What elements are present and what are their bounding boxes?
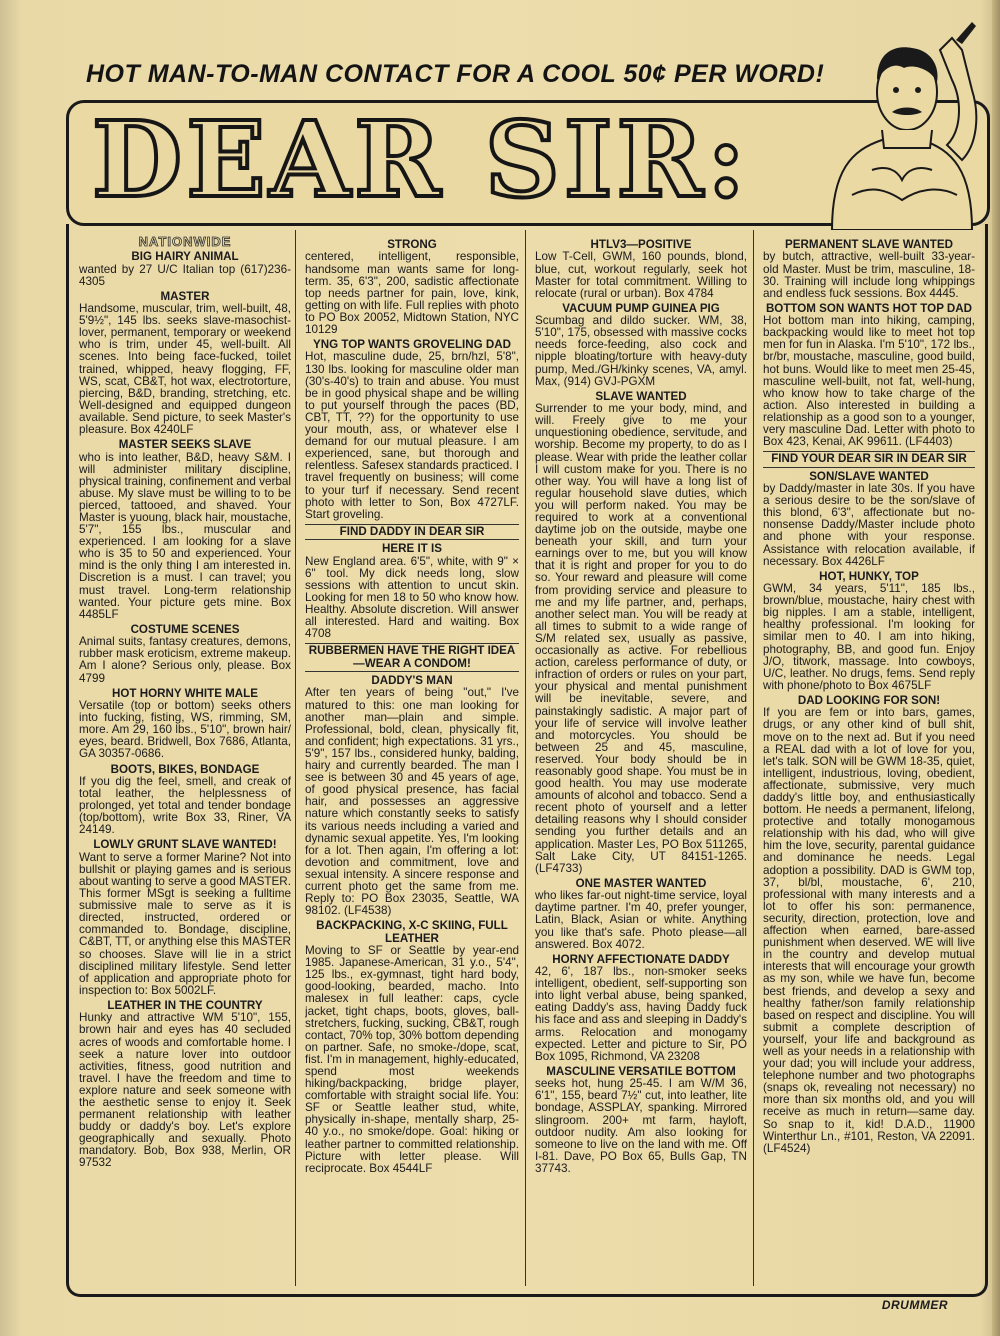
classified-ad <box>79 1000 291 1170</box>
muscleman-illustration <box>812 20 992 230</box>
classified-ad <box>305 675 519 917</box>
ad-headline: HERE IT IS <box>382 542 442 556</box>
column-divider <box>295 230 296 1286</box>
ad-body: If you are fem or into bars, games, drugs, or any other kind of bull shit, move on to the next ad. But if you need a REAL dad with a lot of love for you, let's talk. SON will be GWM 18-35, quiet, intelligent, industrious, loving, obedient, affectionate, submissive, very much daddy's little boy, and enthusiastically bottom. He needs a permanent, lifelong, protective and totally monogamous relationship with his dad, who will give him the love, security, parental guidance and dominance he needs. Legal adoption a possibility. DAD is GWM top, 37, bl/bl, moustache, 6', 210, professional with many interests and a lot to offer his son: permanence, security, direction, protection, love and affection when earned, bare-assed punishment when deserved. WE will live in the country and develop mutual interests that will encourage your growth as my son, while we have fun, become best friends, and develop a sexy and healthy father/son family relationship based on respect and discipline. You will submit a complete description of yourself, your life and background as well as your needs in a relationship with your dad; you will include your address, telephone number and two photographs (snaps ok, revealing not necessary) no more than six months old, and you will receive as much in return—same day. So snap to it, kid! D.A.D., 11900 Winterthur Ln., #101, Reston, VA 22091. (LF4524) <box>763 706 975 1155</box>
classified-ad <box>535 303 747 388</box>
classified-ad <box>79 624 291 685</box>
ad-headline: HOT HORNY WHITE MALE <box>112 686 258 700</box>
ad-body: wanted by 27 U/C Italian top (617)236-4305 <box>79 262 291 288</box>
ad-body: centered, intelligent, responsible, handsome man wants same for long-term. 35, 6'3", 200, sadistic affectionate top needs partner for pain, love, kink, getting on with life. Full replies with photo to PO Box 20052, Midtown Station, NYC 10129 <box>305 250 519 336</box>
ad-body: Hunky and attractive WM 5'10", 155, brown hair and eyes has 40 secluded acres of woods and comfortable home. I seek a nature lover into outdoor activities, fitness, good nutrition and travel. I have the freedom and time to explore nature and seek someone with the aesthetic sense to enjoy it. Seek permanent relationship with leather buddy or daddy's boy. Let's explore geographically and sexually. Photo mandatory. Bob, Box 938, Merlin, OR 97532 <box>79 1011 291 1170</box>
classified-ad <box>305 920 519 1175</box>
ad-headline: MASTER <box>160 289 210 303</box>
ad-headline: LEATHER IN THE COUNTRY <box>107 998 263 1012</box>
magazine-name: DRUMMER <box>881 1298 948 1312</box>
section-label: NATIONWIDE <box>138 236 232 249</box>
ad-headline: DAD LOOKING FOR SON! <box>797 693 941 707</box>
classified-ad <box>79 251 291 288</box>
ad-body: New England area. 6'5", white, with 9" × 6" tool. My dick needs long, slow sessions with attention to uncut skin. Looking for men 18 to 50 who know how. Healthy. Absolute discretion. Will answer all interested. Hard and waiting. Box 4708 <box>305 554 519 641</box>
ad-body: Handsome, muscular, trim, well-built, 48, 5'9½", 145 lbs. seeks slave-masochist-lover, permanent, temporary or weekend who is trim, under 45, well-built. All scenes. Into being face-fucked, toilet trained, whipped, heavy flogging, FF, WS, scat, CB&T, hot wax, electrotorture, piercing, B&D, branding, stretching, etc. Well-designed and equipped dungeon available. Send picture, to seek Master's pleasure. Box 4240LF <box>79 302 291 437</box>
classified-ad <box>763 451 975 467</box>
ad-body: Moving to SF or Seattle by year-end 1985. Japanese-American, 31 y.o., 5'4", 125 lbs., ex-gymnast, tight hard body, good-looking, bearded, macho. Into malesex in full leather: caps, cycle jacket, tight chaps, boots, gloves, ball-stretchers, fucking, sucking, CB&T, rough contact, 70% top, 30% bottom depending on partner. Safe, no smoke-/dope, scat, fist. I'm in management, highly-educated, spend most weekends hiking/backpacking, bridge player, comfortable with straight social life. You: SF or Seattle leather stud, white, physically in-shape, mentally sharp, 25-40 y.o., no smoke/dope. Goal: hiking or leather partner to committed relationship. Picture with letter please. Will reciprocate. Box 4544LF <box>305 944 519 1175</box>
ad-body: Animal suits, fantasy creatures, demons, rubber mask eroticism, extreme makeup. Am I alone? Serious only, please. Box 4799 <box>79 635 291 685</box>
column-divider <box>525 230 526 1286</box>
classified-ad <box>305 643 519 672</box>
ad-body: Surrender to me your body, mind, and will. Freely give to me your unquestioning obedience, servitude, and worship. Become my property, to do as I please. Wear with pride the leather collar I will custom make for you. There is no other way. You will have a long list of regular household slave duties, which you will perform naked. You may be required to work at a conventional daytime job on the outside, maybe one beneath your skill, and turn your earnings over to me, but you will know that it is right and proper for you to do so. Your reward and pleasure will come from providing service and pleasure to me and my life partner, and, perhaps, another select man. You will be ready at all times to submit to a wide range of S/M related sex, usually as passive, occasionally as active. For rebellious action, careless performance of duty, or infraction of orders or rules on your part, your physical and mental punishment will be inevitable, severe, and painstakingly sadistic. A major part of your life of service will involve leather and motorcycles. You should be between 25 and 45, masculine, reserved. Your body should be in reasonably good shape. You must be in good health. You may use moderate amounts of alcohol and tobacco. Send a recent photo of yourself and a letter detailing reasons why I should consider sending you further details and an application. Master Les, PO Box 511265, Salt Lake City, UT 84151-1265. (LF4733) <box>535 402 747 875</box>
ad-headline: PERMANENT SLAVE WANTED <box>785 238 953 251</box>
classified-ad <box>535 878 747 951</box>
ad-headline: HORNY AFFECTIONATE DADDY <box>552 952 730 966</box>
ad-body: Hot, masculine dude, 25, brn/hzl, 5'8", 130 lbs. looking for masculine older man (30's-40's) to train and abuse. You must be in good physical shape and be willing to put yourself through the paces (BD, CBT, TT, ??) for the opportunity to use your mouth, ass, or whatever else I demand for our mutual pleasure. I am experienced, sane, but thorough and relentless. Safesex standards practiced. I travel frequently on business; will come to your turf if necessary. Send recent photo with letter to Son, Box 4727LF. Start groveling. <box>305 350 519 521</box>
classified-ad <box>79 764 291 837</box>
classified-ad <box>305 543 519 640</box>
ad-body: by Daddy/master in late 30s. If you have a serious desire to be the son/slave of this blond, 6'3", affectionate but no-nonsense Daddy/Master include photo and phone with your response. Assistance with relocation available, if necessary. Box 4426LF <box>763 482 975 568</box>
ad-body: After ten years of being "out," I've matured to this: one man looking for another man—plain and simple. Professional, bold, clean, physically fit, and confident; high expectations. 31 yrs., 5'9", 157 lbs., considered hunky, balding, hairy and currently bearded. The man I see is between 30 and 45 years of age, of good physical presence, has facial hair, and possesses an aggressive nature which constantly seeks to satisfy its various needs including a varied and dynamic sexual appetite. Yes, I'm looking for a lot. Then again, I'm offering a lot: devotion and commitment, love and sexual intensity. A sincere response and current photo get the same from me. Reply to: PO Box 23035, Seattle, WA 98102. (LF4538) <box>305 686 519 918</box>
classified-ad <box>763 471 975 568</box>
ad-body: Want to serve a former Marine? Not into bullshit or playing games and is serious about wanting to serve a good MASTER. This former MSgt is seeking a fulltime submissive male to serve as it is directed, instructed, ordered or commanded to. Bondage, discipline, C&BT, TT, or anything else this MASTER so chooses. Slave will lie in a strict disciplined military lifestyle. Send letter of application and appropriate photo for inspection to: Box 5002LF. <box>79 850 291 997</box>
column-divider <box>753 230 754 1286</box>
column-4 <box>763 236 975 1288</box>
classified-ad <box>763 239 975 300</box>
column-3 <box>535 236 747 1288</box>
ad-headline: HTLV3—POSITIVE <box>590 238 692 251</box>
ad-body: by butch, attractive, well-built 33-year-old Master. Must be trim, masculine, 18-30. Training will include long whippings and endless fuck sessions. Box 4445. <box>763 250 975 300</box>
ad-headline: MASCULINE VERSATILE BOTTOM <box>546 1064 736 1078</box>
classified-ad <box>763 571 975 692</box>
ad-body: Versatile (top or bottom) seeks others into fucking, fisting, WS, rimming, SM, more. Am 29, 160 lbs., 5'10", brown hair/ eyes, beard. Bridwell, Box 7686, Atlanta, GA 30357-0686. <box>79 699 291 761</box>
ad-headline: SLAVE WANTED <box>595 389 687 403</box>
ad-headline: MASTER SEEKS SLAVE <box>118 438 252 452</box>
classified-ad <box>535 1066 747 1175</box>
ad-body: 42, 6', 187 lbs., non-smoker seeks intelligent, obedient, self-supporting son into light verbal abuse, being spanked, eating Daddy's ass, having Daddy fuck his face and ass and sleeping in Daddy's arms. Relocation and monogamy expected. Letter and picture to Sir, PO Box 1095, Richmond, VA 23208 <box>535 965 747 1063</box>
ad-headline: SON/SLAVE WANTED <box>809 469 929 483</box>
ad-headline: BIG HAIRY ANIMAL <box>131 250 239 264</box>
ad-body: seeks hot, hung 25-45. I am W/M 36, 6'1", 155, beard 7½" cut, into leather, lite bondage, ASSPLAY, spanking. Mirrored slingroom. 200+ mt farm, hayloft, outdoor nudity. Am also looking for someone to live on the land with me. Off I-81. Dave, PO Box 65, Bulls Gap, TN 37743. <box>535 1077 747 1175</box>
classified-ad <box>535 239 747 300</box>
ad-headline: ONE MASTER WANTED <box>575 876 707 890</box>
ad-headline: YNG TOP WANTS GROVELING DAD <box>313 338 511 352</box>
classified-ad <box>79 839 291 997</box>
classified-ad <box>305 239 519 336</box>
promo-banner: FIND DADDY IN DEAR SIR <box>305 524 519 540</box>
classified-ad <box>305 339 519 521</box>
ad-headline: DADDY'S MAN <box>371 674 453 688</box>
page-spine <box>992 0 1000 1336</box>
tagline: HOT MAN-TO-MAN CONTACT FOR A COOL 50¢ PER WORD! <box>86 60 825 88</box>
promo-banner: FIND YOUR DEAR SIR IN DEAR SIR <box>763 451 975 467</box>
classifieds-frame <box>66 224 988 1297</box>
classified-ad <box>79 291 291 436</box>
promo-banner: RUBBERMEN HAVE THE RIGHT IDEA—WEAR A CONDOM! <box>305 643 519 672</box>
classified-ad <box>79 439 291 621</box>
ad-headline: STRONG <box>387 238 437 251</box>
ad-headline: VACUUM PUMP GUINEA PIG <box>562 301 720 315</box>
ad-body: Low T-Cell, GWM, 160 pounds, blond, blue, cut, workout regularly, seek hot Master for total commitment. Willing to relocate (rural or urban). Box 4784 <box>535 250 747 300</box>
classified-ad <box>535 391 747 875</box>
ad-headline: LOWLY GRUNT SLAVE WANTED! <box>93 838 277 852</box>
column-2 <box>305 236 519 1288</box>
ad-headline: BOOTS, BIKES, BONDAGE <box>110 762 260 776</box>
classified-ad <box>763 695 975 1155</box>
column-1 <box>79 236 291 1288</box>
ad-body: who likes far-out night-time service, loyal daytime partner. I'm 40, prefer younger, Latin, Black, Asian or white. Anything you like that's safe. Photo please—all answered. Box 4072. <box>535 889 747 951</box>
ad-headline: BOTTOM SON WANTS HOT TOP DAD <box>765 301 973 315</box>
classified-ad <box>305 524 519 540</box>
ad-headline: COSTUME SCENES <box>130 622 240 636</box>
page-title: DEAR SIR: <box>92 98 750 221</box>
classified-ad <box>535 954 747 1063</box>
classified-ad <box>79 688 291 761</box>
ad-body: If you dig the feel, smell, and creak of total leather, the helplessness of prolonged, yet total and tender bondage (top/bottom), write Box 33, Riner, VA 24149. <box>79 774 291 837</box>
ad-body: who is into leather, B&D, heavy S&M. I will administer military discipline, physical training, confinement and verbal abuse. My slave must be willing to to be pierced, tattooed, and shaved. Your Master is yuoung, black hair, moustache, 5'7", 155 lbs., muscular and experienced. I am looking for a slave who is 35 to 50 and experienced. Your mind is the only thing I am interested in. Discretion is a must. I can travel; you must travel. Long-term relationship wanted. Your picture gets mine. Box 4485LF <box>79 450 291 621</box>
ad-body: Hot bottom man into hiking, camping, backpacking would like to meet hot top men for fun in Alaska. I'm 5'10", 172 lbs., br/br, moustache, masculine, good build, hot buns. Would like to meet men 25-45, masculine well-built, not fat, well-hung, who know how to take charge of the action. Also interested in building a relationship as a good son to a younger, very masculine Dad. Letter with photo to Box 423, Kenai, AK 99611. (LF4403) <box>763 314 975 449</box>
ad-headline: HOT, HUNKY, TOP <box>819 569 919 583</box>
ad-headline: BACKPACKING, X-C SKIING, FULL LEATHER <box>316 919 508 945</box>
ad-body: Scumbag and dildo sucker. WM, 38, 5'10", 175, obsessed with massive cocks needs force-feeding, also cock and nipple bloating/torture with heavy-duty pump, Med./GH/kinky scenes, VA, amyl. Max, (914) GVJ-PGXM <box>535 314 747 388</box>
ad-body: GWM, 34 years, 5'11", 185 lbs., brown/blue, moustache, hairy chest with big nipples. I am a stable, intelligent, healthy professional. I'm looking for similar men to 40. I am into hiking, photography, BB, and good fun. Enjoy J/O, titwork, massage. Into cowboys, U/C, leather. No drugs, fems. Send reply with phone/photo to Box 4675LF <box>763 582 975 692</box>
classified-ad <box>763 303 975 448</box>
